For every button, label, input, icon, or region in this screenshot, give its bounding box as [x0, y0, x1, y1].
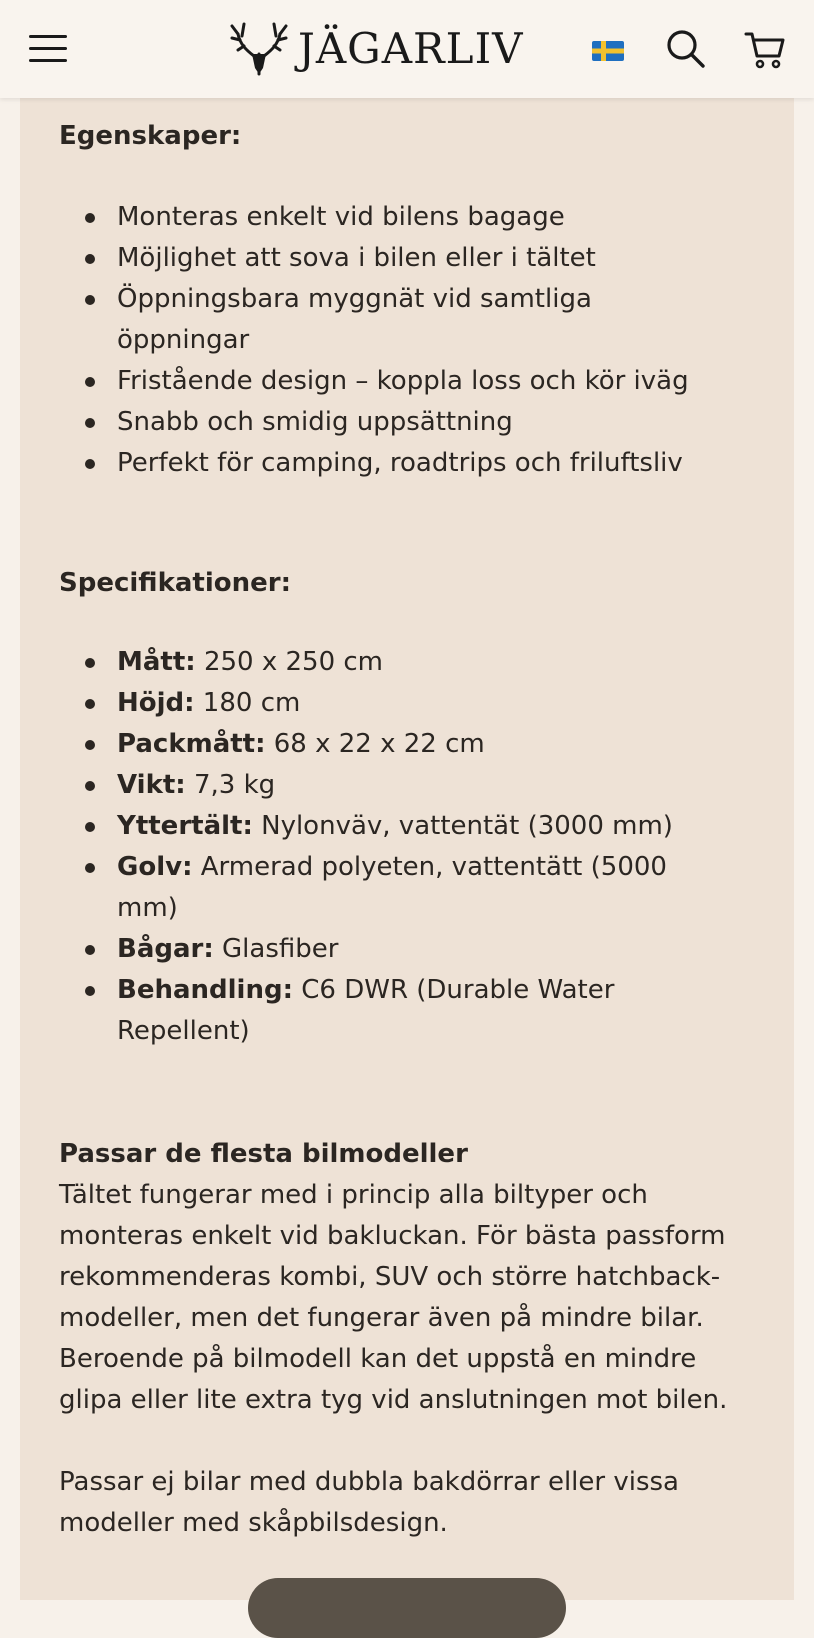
- spec-label: Yttertält:: [117, 811, 253, 841]
- spec-value: Glasfiber: [213, 934, 339, 964]
- spec-value: C6 DWR (Durable Water Repellent): [117, 975, 615, 1046]
- spec-label: Vikt:: [117, 770, 186, 800]
- spec-value: Armerad polyeten, vattentätt (5000 mm): [117, 852, 667, 923]
- features-list: [59, 197, 759, 484]
- spec-label: Packmått:: [117, 729, 266, 759]
- spec-value: 180 cm: [194, 688, 301, 718]
- site-logo[interactable]: [228, 18, 524, 78]
- compat-body: Tältet fungerar med i princip alla biltyper och monteras enkelt vid bakluckan. För bästa passform rekommenderas kombi, SUV och större hatchback-modeller, men det fungerar även på mindre bilar. Beroende på bilmodell kan det uppstå en mindre glipa eller lite extra tyg vid anslutningen mot bilen.: [59, 1180, 728, 1415]
- deer-antlers-icon: [228, 20, 290, 76]
- list-item: [117, 970, 759, 1052]
- spec-label: Behandling:: [117, 975, 293, 1005]
- list-item: Fristående design – koppla loss och kör iväg: [117, 361, 759, 402]
- spec-value: 7,3 kg: [185, 770, 276, 800]
- spec-label: Höjd:: [117, 688, 195, 718]
- spec-value: 250 x 250 cm: [195, 647, 384, 677]
- search-icon[interactable]: [666, 29, 706, 69]
- cart-icon[interactable]: [744, 28, 786, 70]
- compat-note: Passar ej bilar med dubbla bakdörrar eller vissa modeller med skåpbilsdesign.: [59, 1467, 679, 1538]
- swedish-flag-icon[interactable]: [592, 41, 624, 61]
- spec-label: Golv:: [117, 852, 193, 882]
- list-item: [117, 683, 759, 724]
- hamburger-menu-icon[interactable]: [29, 32, 69, 64]
- list-item: Öppningsbara myggnät vid samtliga öppningar: [117, 279, 759, 361]
- spec-value: Nylonväv, vattentät (3000 mm): [252, 811, 673, 841]
- features-heading: Egenskaper:: [59, 121, 242, 151]
- specs-heading: Specifikationer:: [59, 568, 291, 598]
- brand-name: JÄGARLIV: [298, 23, 524, 73]
- site-header: [0, 0, 814, 98]
- specs-list: [59, 642, 759, 1052]
- spec-label: Mått:: [117, 647, 196, 677]
- list-item: [117, 642, 759, 683]
- list-item: Perfekt för camping, roadtrips och friluftsliv: [117, 443, 759, 484]
- floating-action-button[interactable]: [248, 1578, 566, 1638]
- list-item: Möjlighet att sova i bilen eller i tältet: [117, 238, 759, 279]
- product-description: [20, 98, 794, 1600]
- list-item: [117, 765, 759, 806]
- spec-label: Bågar:: [117, 934, 214, 964]
- list-item: [117, 847, 759, 929]
- list-item: [117, 806, 759, 847]
- list-item: Snabb och smidig uppsättning: [117, 402, 759, 443]
- spec-value: 68 x 22 x 22 cm: [265, 729, 485, 759]
- list-item: [117, 929, 759, 970]
- compat-heading: Passar de flesta bilmodeller: [59, 1139, 468, 1169]
- list-item: Monteras enkelt vid bilens bagage: [117, 197, 759, 238]
- list-item: [117, 724, 759, 765]
